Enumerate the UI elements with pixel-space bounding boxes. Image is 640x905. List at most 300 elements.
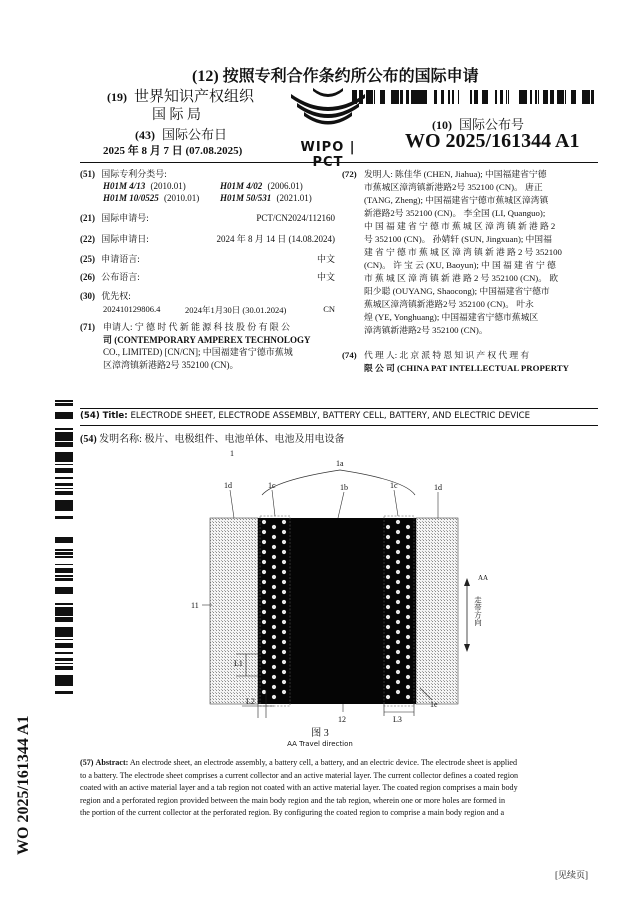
- barcode-bar: [562, 90, 564, 104]
- barcode-bar: [559, 90, 562, 104]
- perforation-hole: [272, 545, 276, 549]
- perforation-hole: [262, 640, 266, 644]
- perforation-hole: [272, 635, 276, 639]
- perforation-hole: [282, 620, 286, 624]
- perforation-hole: [262, 590, 266, 594]
- barcode-bar: [380, 90, 382, 104]
- label-l3: L3: [393, 715, 402, 724]
- perforation-hole: [386, 595, 390, 599]
- barcode-bar: [55, 445, 73, 447]
- inventor-line: 阳少聪 (OUYANG, Shaocong); 中国福建省宁德市: [364, 286, 550, 296]
- inventor-line: 市蕉城区漳湾镇新港路2号 352100 (CN)。 唐正: [364, 182, 543, 192]
- barcode-bar: [55, 552, 73, 555]
- field-number: (54): [80, 434, 97, 445]
- label-11: 11: [191, 601, 199, 610]
- barcode-bar: [356, 90, 357, 104]
- barcode-bar: [55, 401, 73, 402]
- continued-note: [见续页]: [555, 870, 588, 880]
- barcode-bar: [587, 90, 590, 104]
- barcode-bar: [55, 464, 73, 465]
- barcode-bar: [453, 90, 454, 104]
- barcode-bar: [382, 90, 383, 104]
- barcode-bar: [55, 493, 73, 495]
- perforation-hole: [272, 625, 276, 629]
- barcode-bar: [55, 556, 73, 558]
- biblio-top-rule: [80, 162, 598, 163]
- perforation-hole: [406, 655, 410, 659]
- priority-heading: [80, 290, 131, 303]
- abstract-line: coated with an active material layer and a tab region not coated with an active material layer. The coated region comprises a main body: [80, 783, 518, 792]
- org-number: (19): [107, 90, 127, 104]
- perforation-hole: [272, 655, 276, 659]
- perforation-hole: [272, 685, 276, 689]
- field-number: (57): [80, 758, 94, 767]
- barcode-bar: [400, 90, 403, 104]
- field-label: 公布语言:: [101, 272, 140, 282]
- perforation-hole: [406, 575, 410, 579]
- label-1d-left: 1d: [224, 481, 232, 490]
- barcode-bar: [55, 416, 73, 419]
- barcode-bar: [55, 403, 73, 406]
- leader-1c-right: [394, 490, 398, 516]
- ipc-code: H01M 10/0525: [103, 193, 159, 203]
- title-top-rule: [80, 408, 598, 409]
- barcode-bar: [571, 90, 573, 104]
- barcode-bar: [574, 90, 576, 104]
- ipc-row-1b: [220, 180, 303, 193]
- perforation-hole: [282, 670, 286, 674]
- inventor-line: (TANG, Zheng); 中国福建省宁德市蕉城区漳湾镇: [364, 195, 549, 205]
- barcode-bar: [531, 90, 532, 104]
- agent-line: 代 理 人: 北 京 派 特 恩 知 识 产 权 代 理 有: [364, 350, 530, 360]
- inventor-line: 发明人: 陈佳华 (CHEN, Jiahua); 中国福建省宁德: [364, 169, 547, 179]
- title-label: 发明名称:: [99, 434, 142, 445]
- barcode-bar: [55, 615, 73, 616]
- barcode-bar: [519, 90, 521, 104]
- ipc-code: H01M 4/02: [220, 181, 263, 191]
- perforation-hole: [282, 560, 286, 564]
- perforation-hole: [262, 520, 266, 524]
- coated-region: [258, 518, 416, 704]
- barcode-bar: [55, 440, 73, 441]
- barcode-bar: [500, 90, 503, 104]
- pub-number-label-number: (10): [432, 118, 452, 132]
- perforation-hole: [406, 685, 410, 689]
- perforation-hole: [262, 610, 266, 614]
- travel-direction-label: 走带方向: [473, 596, 483, 626]
- barcode-bar: [543, 90, 545, 104]
- title-chinese: [80, 430, 344, 445]
- barcode-bar: [535, 90, 536, 104]
- perforation-hole: [282, 520, 286, 524]
- field-label: 优先权:: [101, 291, 131, 301]
- field-number: (54): [80, 411, 100, 421]
- perforation-hole: [406, 645, 410, 649]
- org-name: 世界知识产权组织: [134, 89, 255, 105]
- inventor-line: 煌 (YE, Yonghuang); 中国福建省宁德市蕉城区: [364, 312, 539, 322]
- ipc-row-1: [103, 180, 186, 193]
- field-label: 国际申请日:: [101, 234, 149, 244]
- label-12: 12: [338, 715, 346, 724]
- perforation-hole: [386, 575, 390, 579]
- barcode-bar: [55, 428, 73, 430]
- inventors-block: [342, 168, 600, 337]
- arrow-up-icon: [464, 578, 470, 586]
- barcode-bar: [475, 90, 478, 104]
- perforation-hole: [272, 565, 276, 569]
- publication-language-row: [80, 271, 335, 284]
- ipc-heading: [80, 168, 167, 181]
- inventor-line: 建 省 宁 德 市 蕉 城 区 漳 湾 镇 新 港 路 2 号 352100: [364, 247, 562, 257]
- barcode-bar: [55, 620, 73, 622]
- perforation-hole: [406, 665, 410, 669]
- barcode-bar: [522, 90, 524, 104]
- applicant-line: 司 (CONTEMPORARY AMPEREX TECHNOLOGY: [103, 334, 311, 345]
- perforation-hole: [262, 620, 266, 624]
- perforation-hole: [386, 635, 390, 639]
- barcode-bar: [55, 683, 73, 686]
- perforation-hole: [262, 570, 266, 574]
- perforation-hole: [406, 595, 410, 599]
- pub-date-label-number: (43): [135, 128, 155, 142]
- perforation-hole: [386, 565, 390, 569]
- inventor-line: 蕉城区漳湾镇新港路2号 352100 (CN)。 叶永: [364, 299, 534, 309]
- barcode-bar: [55, 578, 73, 581]
- pub-number-label: 国际公布号: [459, 117, 525, 132]
- barcode-bar: [530, 90, 531, 104]
- barcode-bar: [524, 90, 527, 104]
- side-barcode: [55, 398, 73, 694]
- inventor-line: 市 蕉 城 区 漳 湾 镇 新 港 路 2 号 352100 (CN)。 欧: [364, 273, 559, 283]
- perforation-hole: [396, 650, 400, 654]
- perforation-hole: [282, 610, 286, 614]
- inventor-line: 新港路2号 352100 (CN)。 李全国 (LI, Quanguo);: [364, 208, 546, 218]
- perforation-hole: [386, 545, 390, 549]
- perforation-hole: [396, 690, 400, 694]
- pub-date-label-block: [135, 124, 227, 144]
- perforation-hole: [406, 615, 410, 619]
- label-l1: L1: [234, 659, 243, 668]
- perforation-hole: [406, 525, 410, 529]
- field-number: (21): [80, 213, 95, 223]
- applicant-block: [80, 321, 338, 371]
- barcode-bar: [536, 90, 537, 104]
- perforation-hole: [272, 615, 276, 619]
- abstract-label: Abstract:: [95, 758, 129, 767]
- publication-number: WO 2025/161344 A1: [405, 130, 580, 152]
- perforation-hole: [396, 630, 400, 634]
- perforation-hole: [262, 550, 266, 554]
- field-number: (22): [80, 234, 95, 244]
- barcode-bar: [55, 542, 73, 543]
- perforation-hole: [406, 625, 410, 629]
- applicant-line: 区漳湾镇新港路2号 352100 (CN)。: [103, 359, 239, 370]
- barcode-bar: [55, 471, 73, 473]
- perforation-hole: [282, 590, 286, 594]
- barcode-bar: [591, 90, 594, 104]
- perforation-hole: [272, 555, 276, 559]
- barcode-bar: [550, 90, 553, 104]
- barcode-bar: [482, 90, 485, 104]
- barcode-bar: [55, 477, 73, 479]
- perforation-hole: [272, 695, 276, 699]
- abstract-line: region and a perforated region provided between the main body region and the tab region, wherein one or more holes are formed in: [80, 795, 505, 805]
- perforation-hole: [282, 630, 286, 634]
- label-1d-right: 1d: [434, 483, 442, 492]
- perforation-hole: [406, 675, 410, 679]
- perforation-hole: [282, 530, 286, 534]
- field-number: (30): [80, 291, 95, 301]
- barcode-bar: [55, 576, 73, 577]
- perforation-hole: [396, 550, 400, 554]
- barcode-bar: [55, 663, 73, 664]
- barcode-bar: [55, 570, 73, 573]
- barcode-bar: [573, 90, 574, 104]
- barcode-bar: [383, 90, 385, 104]
- tab-region-right: [416, 518, 458, 704]
- field-number: (26): [80, 272, 95, 282]
- label-1c-right: 1c: [390, 481, 398, 490]
- perforation-hole: [272, 595, 276, 599]
- perforation-hole: [396, 530, 400, 534]
- perforation-hole: [406, 545, 410, 549]
- pub-date-label: 国际公布日: [162, 127, 228, 142]
- perforation-hole: [262, 690, 266, 694]
- title-label: Title:: [102, 411, 128, 421]
- barcode-bar: [55, 658, 73, 661]
- agent-block: [342, 349, 600, 375]
- barcode-bar: [396, 90, 399, 104]
- barcode-bar: [55, 636, 73, 637]
- perforation-hole: [262, 560, 266, 564]
- title-english: [80, 411, 530, 421]
- barcode-bar: [55, 652, 73, 654]
- electrode-sheet-figure: [180, 450, 520, 740]
- perforation-hole: [262, 580, 266, 584]
- perforation-hole: [282, 640, 286, 644]
- barcode-bar: [485, 90, 488, 104]
- ipc-row-2b: [220, 192, 312, 205]
- abstract-line: An electrode sheet, an electrode assembly, a battery cell, a battery, and an electric device. The electrode sheet is applied: [129, 758, 518, 767]
- perforation-hole: [262, 530, 266, 534]
- barcode-bar: [521, 90, 522, 104]
- perforation-hole: [396, 680, 400, 684]
- leader-1c-left: [272, 490, 275, 516]
- leader-1d-left: [230, 490, 234, 518]
- perforation-hole: [272, 535, 276, 539]
- perforation-hole: [262, 670, 266, 674]
- arrow-down-icon: [464, 644, 470, 652]
- barcode-bar: [547, 90, 548, 104]
- barcode-bar: [495, 90, 497, 104]
- barcode-bar: [55, 549, 73, 551]
- perforation-hole: [262, 600, 266, 604]
- perforation-hole: [282, 580, 286, 584]
- barcode-bar: [55, 461, 73, 462]
- perforation-hole: [396, 540, 400, 544]
- perforation-hole: [396, 670, 400, 674]
- perforation-hole: [282, 540, 286, 544]
- ipc-code: H01M 50/531: [220, 193, 272, 203]
- abstract-line: the portion of the current collector at the perforated region. By configuring the coated region to comprise a main body region and a: [80, 808, 505, 817]
- barcode-bar: [55, 516, 73, 519]
- top-barcode: [352, 90, 596, 104]
- wipo-logo-text: WIPO | PCT: [300, 140, 356, 170]
- leader-1b: [338, 492, 344, 518]
- label-1c-left: 1c: [268, 481, 276, 490]
- barcode-bar: [582, 90, 584, 104]
- priority-date: 2024年1月30日 (30.01.2024): [185, 305, 287, 315]
- perforation-hole: [262, 680, 266, 684]
- perforation-hole: [262, 660, 266, 664]
- perforation-hole: [386, 525, 390, 529]
- perforation-hole: [396, 570, 400, 574]
- barcode-bar: [354, 90, 356, 104]
- ipc-label: 国际专利分类号:: [101, 169, 167, 179]
- perforation-hole: [272, 665, 276, 669]
- barcode-bar: [366, 90, 368, 104]
- perforation-hole: [386, 535, 390, 539]
- perforation-hole: [406, 565, 410, 569]
- perforation-hole: [272, 645, 276, 649]
- barcode-bar: [55, 508, 73, 511]
- barcode-bar: [419, 90, 420, 104]
- inventor-line: 中 国 福 建 省 宁 德 市 蕉 城 区 漳 湾 镇 新 港 路 2: [364, 221, 556, 231]
- perforation-hole: [386, 695, 390, 699]
- barcode-bar: [413, 90, 416, 104]
- barcode-bar: [545, 90, 547, 104]
- perforation-hole: [386, 665, 390, 669]
- barcode-bar: [425, 90, 427, 104]
- perforation-hole: [386, 675, 390, 679]
- field-label: 国际申请号:: [101, 213, 149, 223]
- barcode-bar: [553, 90, 554, 104]
- perforation-hole: [386, 625, 390, 629]
- ipc-year: (2010.01): [164, 193, 200, 203]
- label-aa: AA: [478, 574, 489, 582]
- label-l2: L2: [246, 697, 255, 706]
- label-1b: 1b: [340, 483, 348, 492]
- barcode-bar: [441, 90, 444, 104]
- perforation-hole: [396, 640, 400, 644]
- perforation-hole: [396, 580, 400, 584]
- perforation-hole: [406, 535, 410, 539]
- figure-subcaption: AA Travel direction: [287, 740, 353, 748]
- applicant-line: 申请人: 宁 德 时 代 新 能 源 科 技 股 份 有 限 公: [103, 322, 291, 332]
- priority-row: [103, 304, 335, 314]
- priority-number: 202410129806.4: [103, 304, 161, 314]
- title-text: 极片、电极组件、电池单体、电池及用电设备: [144, 434, 345, 445]
- perforation-hole: [386, 585, 390, 589]
- barcode-bar: [55, 603, 73, 605]
- barcode-bar: [55, 646, 73, 648]
- priority-country: CN: [323, 304, 335, 314]
- perforation-hole: [386, 605, 390, 609]
- barcode-bar: [448, 90, 450, 104]
- abstract-line: to a battery. The electrode sheet comprises a current collector and an active material layer. The current collector defines a coated region: [80, 770, 519, 780]
- title-bottom-rule: [80, 425, 598, 426]
- barcode-bar: [352, 90, 354, 104]
- perforation-hole: [282, 690, 286, 694]
- label-1e: 1e: [430, 700, 438, 709]
- barcode-bar: [452, 90, 453, 104]
- perforation-hole: [406, 555, 410, 559]
- filing-date: 2024 年 8 月 14 日 (14.08.2024): [216, 234, 335, 244]
- perforation-hole: [396, 520, 400, 524]
- perforation-hole: [272, 605, 276, 609]
- barcode-bar: [368, 90, 371, 104]
- barcode-bar: [55, 639, 73, 640]
- perforation-hole: [396, 610, 400, 614]
- barcode-bar: [55, 483, 73, 486]
- barcode-bar: [423, 90, 425, 104]
- perforation-hole: [396, 600, 400, 604]
- ipc-year: (2021.01): [276, 193, 312, 203]
- abstract-block: [80, 757, 602, 820]
- barcode-bar: [506, 90, 507, 104]
- perforation-hole: [386, 645, 390, 649]
- figure-caption: 图 3: [311, 728, 329, 739]
- pub-date: 2025 年 8 月 7 日 (07.08.2025): [103, 145, 243, 157]
- barcode-bar: [359, 90, 362, 104]
- agent-line: 限 公 司 (CHINA PAT INTELLECTUAL PROPERTY: [364, 363, 569, 373]
- barcode-bar: [55, 691, 73, 694]
- perforation-hole: [282, 600, 286, 604]
- perforation-hole: [272, 675, 276, 679]
- perforation-hole: [386, 655, 390, 659]
- perforation-hole: [396, 590, 400, 594]
- filing-language: 中文: [316, 254, 335, 264]
- inventor-line: (CN)。 许 宝 云 (XU, Baoyun); 中 国 福 建 省 宁 德: [364, 260, 556, 270]
- ipc-year: (2006.01): [267, 181, 303, 191]
- barcode-bar: [371, 90, 373, 104]
- barcode-bar: [55, 591, 73, 594]
- field-number: (74): [342, 350, 357, 360]
- inventor-line: 号 352100 (CN)。 孙婧轩 (SUN, Jingxuan); 中国福: [364, 234, 552, 244]
- barcode-bar: [538, 90, 539, 104]
- perforation-hole: [262, 540, 266, 544]
- barcode-bar: [434, 90, 437, 104]
- barcode-bar: [362, 90, 363, 104]
- filing-date-row: [80, 233, 335, 246]
- perforation-hole: [386, 615, 390, 619]
- perforation-hole: [406, 605, 410, 609]
- ipc-row-2: [103, 192, 199, 205]
- barcode-bar: [55, 668, 73, 670]
- filing-language-row: [80, 253, 335, 266]
- perforation-hole: [262, 650, 266, 654]
- document-title: (12) 按照专利合作条约所公布的国际申请: [192, 68, 479, 85]
- application-number-row: [80, 212, 335, 225]
- barcode-bar: [584, 90, 587, 104]
- perforation-hole: [386, 555, 390, 559]
- inventor-line: 漳湾镇新港路2号 352100 (CN)。: [364, 325, 488, 335]
- barcode-bar: [411, 90, 413, 104]
- barcode-bar: [565, 90, 566, 104]
- field-label: 申请语言:: [101, 254, 140, 264]
- perforation-hole: [272, 585, 276, 589]
- ipc-year: (2010.01): [150, 181, 186, 191]
- perforation-hole: [406, 695, 410, 699]
- perforation-hole: [282, 650, 286, 654]
- barcode-bar: [470, 90, 472, 104]
- field-number: (72): [342, 169, 357, 179]
- perforation-hole: [396, 620, 400, 624]
- perforation-hole: [272, 575, 276, 579]
- barcode-bar: [474, 90, 475, 104]
- field-number: (25): [80, 254, 95, 264]
- label-1a: 1a: [336, 459, 344, 468]
